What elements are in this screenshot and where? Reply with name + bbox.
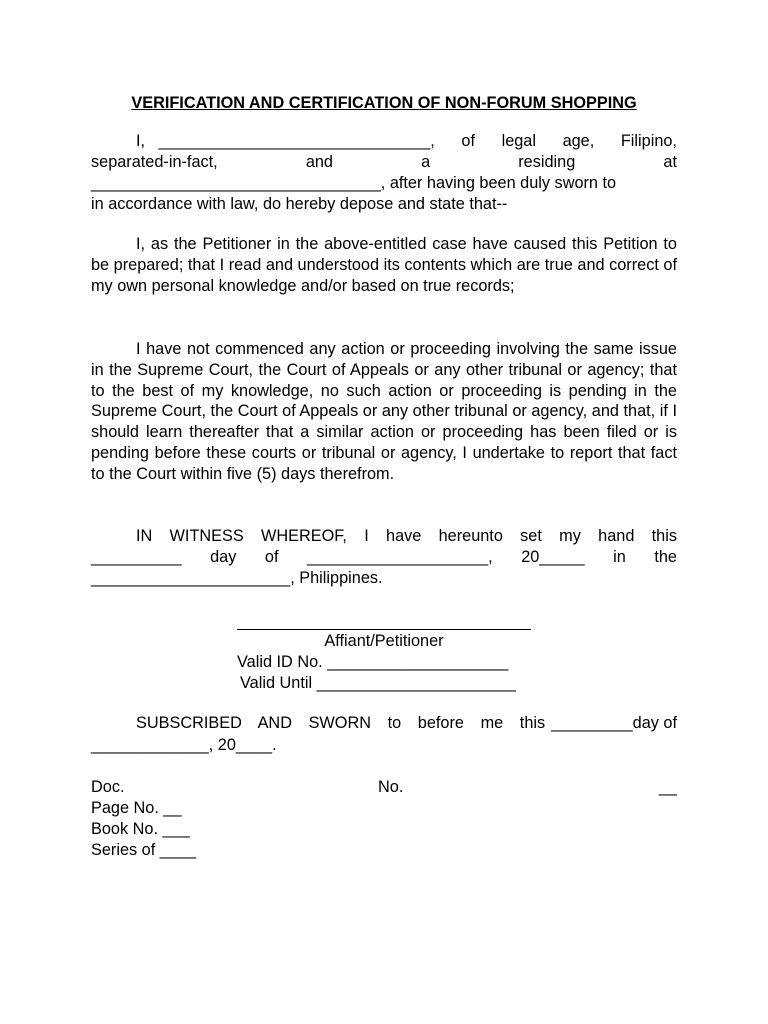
word-and: and (305, 153, 333, 171)
name-blank: ______________________________ (158, 132, 431, 150)
comma: , (430, 132, 435, 150)
series-of: Series of ____ (91, 841, 196, 859)
intro-line-1 (91, 131, 677, 152)
word-in: in (613, 548, 626, 566)
subscribed-line-1 (91, 713, 677, 734)
philippines: , Philippines. (290, 569, 383, 587)
doc-blank: __ (658, 778, 677, 796)
word-a: a (421, 153, 431, 171)
place-blank: ______________________ (91, 569, 291, 587)
word-the: the (654, 548, 677, 566)
valid-until: Valid Until ______________________ (240, 674, 516, 692)
word-residing: residing (518, 153, 576, 171)
no-label: No. (378, 778, 404, 796)
witness-line-1: IN WITNESS WHEREOF, I have hereunto set my hand this (136, 527, 677, 545)
intro-line-4: in accordance with law, do hereby depose and state that-- (91, 195, 508, 213)
doc-label: Doc. (91, 778, 125, 796)
intro-sworn: , after having been duly sworn to (380, 174, 617, 192)
witness-line-2: __________ day of ____________________, 20_____ in the (91, 548, 677, 566)
word-at: at (663, 153, 677, 171)
address-blank: ________________________________ (91, 174, 381, 192)
signature-line (237, 629, 531, 630)
document-title: VERIFICATION AND CERTIFICATION OF NON-FORUM SHOPPING (131, 94, 637, 112)
intro-i: I, (136, 132, 146, 150)
signature-block (237, 610, 531, 694)
year-blank: 20_____ (521, 548, 585, 566)
word-filipino: Filipino, (620, 132, 677, 150)
witness-line-3 (91, 568, 677, 589)
word-legal: legal (501, 132, 536, 150)
day-blank: __________ (91, 548, 182, 566)
word-of-2: of (264, 548, 279, 566)
word-of: of (461, 132, 475, 150)
month-blank: ____________________ (307, 548, 489, 566)
intro-line-2 (91, 152, 677, 173)
valid-id: Valid ID No. ____________________ (237, 653, 509, 671)
subscribed-day-blank: _________ (551, 714, 633, 732)
paragraph-non-forum: I have not commenced any action or proceeding involving the same issue in the Supreme Court, the Court of Appeals or any other tribunal or agency; that to the best of my knowledge, no such action or proceeding is pending in the Supreme Court, the Court of Appeals or any other tribunal or agency, and that, if I should learn thereafter that a similar action or proceeding has been filed or is pending before these courts or tribunal or agency, I undertake to report that fact to the Court within five (5) days therefrom. (91, 340, 677, 483)
intro-line-3 (91, 173, 677, 194)
paragraph-petition: I, as the Petitioner in the above-entitled case have caused this Petition to be prepared; that I read and understood its contents which are true and correct of my own personal knowledge and/or based on true records; (91, 235, 677, 295)
book-no: Book No. ___ (91, 820, 190, 838)
word-day: day (210, 548, 237, 566)
page-no: Page No. __ (91, 799, 182, 817)
subscribed-text: SUBSCRIBED AND SWORN to before me this (136, 714, 546, 732)
subscribed-line-2: _____________, 20____. (91, 736, 277, 754)
day-of: day of (632, 714, 677, 732)
word-separated: separated-in-fact, (91, 153, 218, 171)
affiant-label: Affiant/Petitioner (324, 632, 444, 650)
word-age: age, (562, 132, 595, 150)
notary-doc-line (91, 777, 677, 798)
